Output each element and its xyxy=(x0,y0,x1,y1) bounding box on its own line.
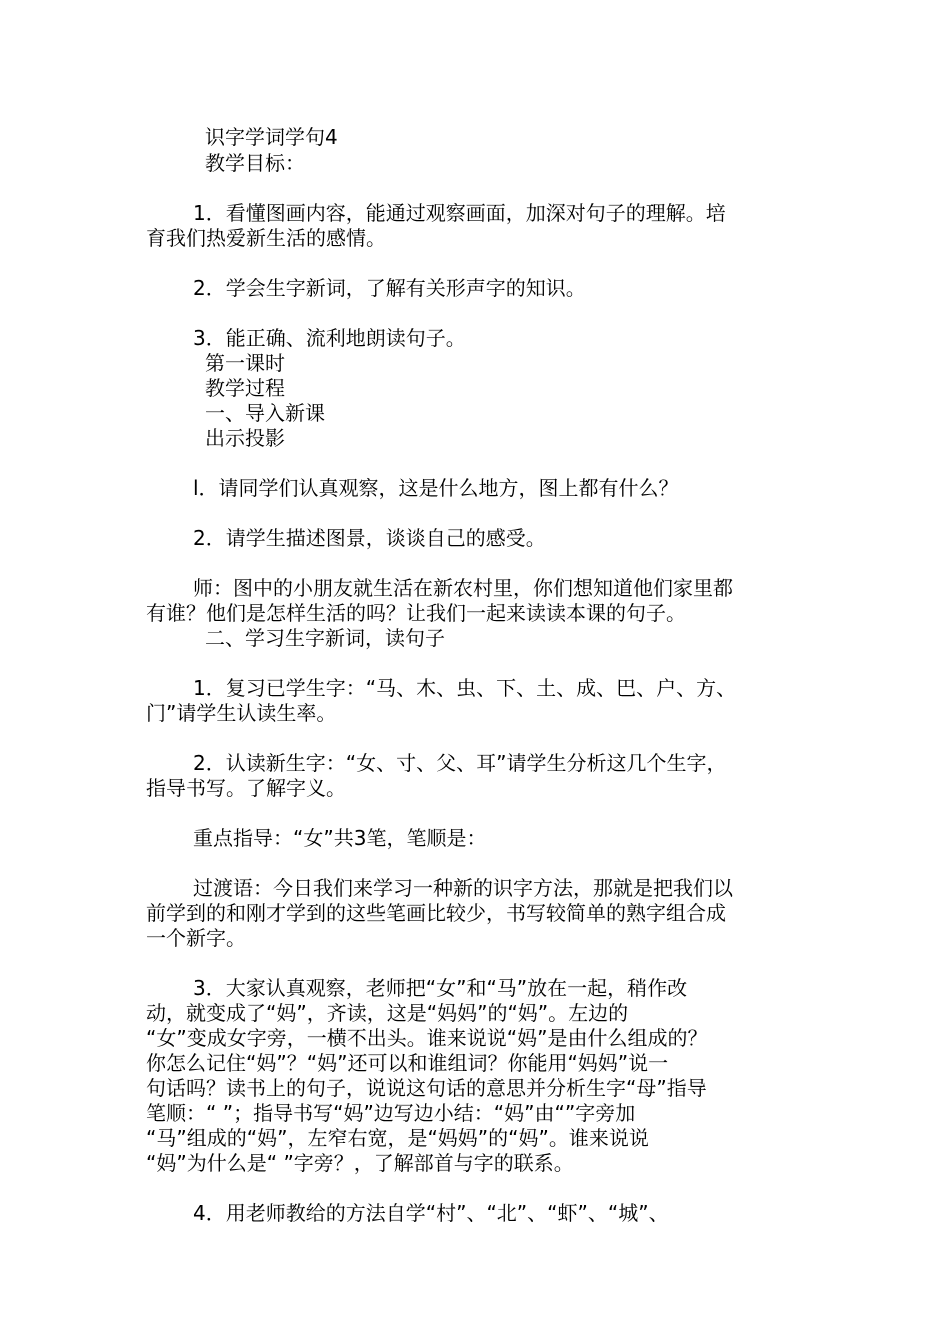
process-heading: 教学过程 xyxy=(205,376,285,400)
goal-1-line-1: 1．看懂图画内容，能通过观察画面，加深对句子的理解。培 xyxy=(193,201,726,225)
lesson-label: 第一课时 xyxy=(205,351,285,375)
teacher-line-2: 有谁？他们是怎样生活的吗？让我们一起来读读本课的句子。 xyxy=(146,601,686,625)
transition-line-1: 过渡语：今日我们来学习一种新的识字方法，那就是把我们以 xyxy=(193,876,733,900)
paragraph-3-line-8: “妈”为什么是“ ”字旁？，了解部首与字的联系。 xyxy=(146,1151,574,1175)
section-1-heading: 一、导入新课 xyxy=(205,401,325,425)
review-line-1: 1．复习已学生字：“马、木、虫、下、土、成、巴、户、方、 xyxy=(193,676,737,700)
paragraph-3-line-2: 动，就变成了“妈”，齐读，这是“妈妈”的“妈”。左边的 xyxy=(146,1001,629,1025)
teacher-line-1: 师：图中的小朋友就生活在新农村里，你们想知道他们家里都 xyxy=(193,576,733,600)
document-title: 识字学词学句4 xyxy=(205,125,338,149)
paragraph-3-line-6: 笔顺：“ ”；指导书写“妈”边写边小结：“妈”由“”字旁加 xyxy=(146,1101,636,1125)
focus-guide: 重点指导：“女”共3笔，笔顺是： xyxy=(193,826,487,850)
paragraph-3-line-4: 你怎么记住“妈”？“妈”还可以和谁组词？你能用“妈妈”说一 xyxy=(146,1051,669,1075)
transition-line-2: 前学到的和刚才学到的这些笔画比较少，书写较简单的熟字组合成 xyxy=(146,901,726,925)
goal-3: 3．能正确、流利地朗读句子。 xyxy=(193,326,466,350)
paragraph-3-line-1: 3．大家认真观察，老师把“女”和“马”放在一起，稍作改 xyxy=(193,976,688,1000)
new-chars-line-2: 指导书写。了解字义。 xyxy=(146,776,346,800)
goal-2: 2．学会生字新词，了解有关形声字的知识。 xyxy=(193,276,586,300)
review-line-2: 门”请学生认读生率。 xyxy=(146,701,337,725)
new-chars-line-1: 2．认读新生字：“女、寸、父、耳”请学生分析这几个生字， xyxy=(193,751,727,775)
paragraph-3-line-7: “马”组成的“妈”，左窄右宽，是“妈妈”的“妈”。谁来说说 xyxy=(146,1126,649,1150)
question-1: l．请同学们认真观察，这是什么地方，图上都有什么？ xyxy=(193,476,679,500)
paragraph-4-line-1: 4．用老师教给的方法自学“村”、“北”、“虾”、“城”、 xyxy=(193,1201,669,1225)
paragraph-3-line-5: 句话吗？读书上的句子，说说这句话的意思并分析生字“母”指导 xyxy=(146,1076,707,1100)
paragraph-3-line-3: “女”变成女字旁，一横不出头。谁来说说“妈”是由什么组成的？ xyxy=(146,1026,708,1050)
goals-heading: 教学目标： xyxy=(205,151,305,175)
section-2-heading: 二、学习生字新词，读句子 xyxy=(205,626,445,650)
show-projection: 出示投影 xyxy=(205,426,285,450)
transition-line-3: 一个新字。 xyxy=(146,926,246,950)
goal-1-line-2: 育我们热爱新生活的感情。 xyxy=(146,226,386,250)
question-2: 2．请学生描述图景，谈谈自己的感受。 xyxy=(193,526,546,550)
